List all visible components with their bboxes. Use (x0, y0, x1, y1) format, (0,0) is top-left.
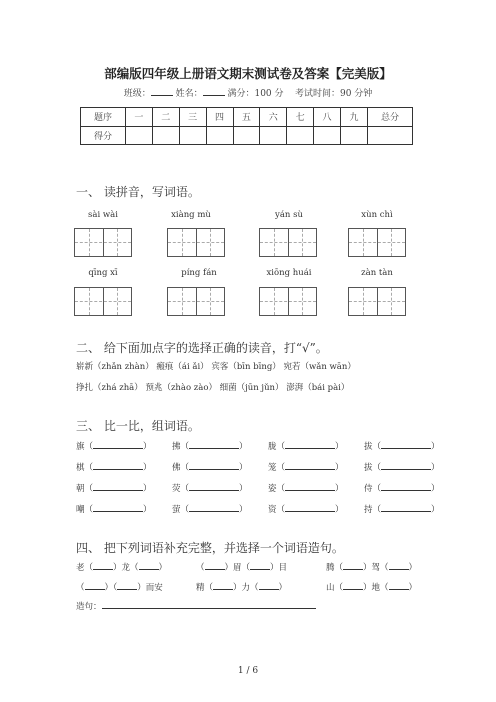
word-blank[interactable] (93, 503, 143, 512)
compare-char: 资 (268, 505, 277, 515)
compare-char: 拂 (172, 442, 181, 452)
word-blank[interactable] (189, 461, 239, 470)
score-header: 七 (287, 108, 314, 127)
idiom-line: （ ）（ ）而安 精（ ）力（ ） 山（ ）地（ ） (76, 583, 418, 593)
score-cell[interactable] (126, 126, 153, 145)
idiom-blank[interactable] (259, 581, 279, 590)
score-cell[interactable] (260, 126, 287, 145)
pinyin: zàn tàn (361, 268, 393, 278)
word-blank[interactable] (93, 461, 143, 470)
score-header: 五 (233, 108, 260, 127)
pinyin: yán sù (275, 210, 303, 220)
section-2-heading: 二、 给下面加点字的选择正确的读音，打“√”。 (76, 341, 328, 355)
word-blank[interactable] (285, 482, 335, 491)
compare-char: 佛 (172, 463, 181, 473)
writing-grid[interactable] (259, 287, 317, 316)
exam-meta (0, 86, 496, 99)
page-number: 1 / 6 (237, 666, 259, 676)
word-blank[interactable] (285, 440, 335, 449)
idiom-blank[interactable] (139, 561, 159, 570)
score-cell[interactable] (314, 126, 341, 145)
compare-row: 朝（ ） 荧（ ） 姿（ ） 侍（ ） (76, 484, 440, 494)
pinyin: sài wài (88, 210, 118, 220)
sentence-label: 造句： (76, 602, 102, 612)
full-score: 满分：100 分 (227, 89, 284, 99)
score-header-row (81, 108, 413, 127)
compare-row: 旗（ ） 拂（ ） 胧（ ） 拔（ ） (76, 442, 440, 452)
sentence-blank[interactable] (102, 600, 316, 609)
compare-char: 荧 (172, 484, 181, 494)
idiom-blank[interactable] (389, 581, 409, 590)
section-4-heading: 四、 把下列词语补充完整，并选择一个词语造句。 (76, 541, 344, 555)
compare-char: 朝 (76, 484, 85, 494)
reading-choice-line: 挣扎（zhá zhā） 预兆（zhào zào） 细菌（jūn jǔn） 澎湃（bái pài） (76, 383, 350, 393)
writing-grid[interactable] (348, 287, 406, 316)
word-blank[interactable] (189, 440, 239, 449)
word-blank[interactable] (93, 482, 143, 491)
compare-char: 拔 (364, 463, 373, 473)
word-blank[interactable] (189, 503, 239, 512)
score-cell[interactable] (341, 126, 368, 145)
idiom-blank[interactable] (93, 561, 113, 570)
score-header: 九 (341, 108, 368, 127)
word-blank[interactable] (381, 482, 431, 491)
score-header: 一 (126, 108, 153, 127)
word-blank[interactable] (93, 440, 143, 449)
section-3-heading: 三、 比一比，组词语。 (76, 419, 200, 433)
compare-char: 棋 (76, 463, 85, 473)
score-row (81, 126, 413, 145)
writing-grid[interactable] (259, 228, 317, 257)
compare-char: 旗 (76, 442, 85, 452)
idiom-blank[interactable] (343, 581, 363, 590)
name-blank (203, 86, 225, 96)
word-blank[interactable] (285, 503, 335, 512)
page-title: 部编版四年级上册语文期末测试卷及答案【完美版】 (104, 66, 392, 81)
score-table (80, 107, 413, 145)
score-header: 题序 (81, 108, 126, 127)
pinyin: qīng xī (88, 268, 118, 278)
reading-choice-line: 崭新（zhǎn zhàn） 瘢痕（ái ǎi） 宾客（bīn bīng） 宛若（wǎn wān） (76, 362, 356, 372)
score-cell[interactable] (368, 126, 413, 145)
class-label: 班级： (123, 89, 151, 99)
score-row-label: 得分 (81, 126, 126, 145)
compare-char: 笼 (268, 463, 277, 473)
compare-row: 嘲（ ） 萤（ ） 资（ ） 持（ ） (76, 505, 440, 515)
compare-row: 棋（ ） 佛（ ） 笼（ ） 拔（ ） (76, 463, 440, 473)
section-1-heading: 一、 读拼音，写词语。 (76, 185, 200, 199)
score-header: 六 (260, 108, 287, 127)
score-cell[interactable] (233, 126, 260, 145)
idiom-blank[interactable] (343, 561, 363, 570)
compare-char: 胧 (268, 442, 277, 452)
word-blank[interactable] (189, 482, 239, 491)
name-label: 姓名： (175, 89, 203, 99)
pinyin: xiàng mù (171, 210, 211, 220)
score-cell[interactable] (287, 126, 314, 145)
idiom-blank[interactable] (117, 581, 137, 590)
word-blank[interactable] (381, 440, 431, 449)
writing-grid[interactable] (167, 287, 225, 316)
score-header: 八 (314, 108, 341, 127)
word-blank[interactable] (381, 503, 431, 512)
idiom-line: 老（ ）龙（ ） （ ）眉（ ）目 腾（ ）驾（ ） (76, 563, 418, 573)
compare-char: 持 (364, 505, 373, 515)
idiom-blank[interactable] (389, 561, 409, 570)
compare-char: 侍 (364, 484, 373, 494)
idiom-blank[interactable] (85, 581, 105, 590)
score-header: 二 (152, 108, 179, 127)
compare-char: 萤 (172, 505, 181, 515)
writing-grid[interactable] (348, 228, 406, 257)
writing-grid[interactable] (74, 287, 132, 316)
pinyin: xiōng huái (266, 268, 312, 278)
word-blank[interactable] (381, 461, 431, 470)
class-blank (151, 86, 173, 96)
score-cell[interactable] (152, 126, 179, 145)
sentence-line (76, 600, 316, 612)
writing-grid[interactable] (167, 228, 225, 257)
score-cell[interactable] (206, 126, 233, 145)
compare-char: 嘲 (76, 505, 85, 515)
score-header: 总分 (368, 108, 413, 127)
pinyin: xùn chì (361, 210, 393, 220)
writing-grid[interactable] (74, 228, 132, 257)
pinyin: píng fán (181, 268, 217, 278)
idiom-blank[interactable] (213, 581, 233, 590)
idiom-blank[interactable] (250, 561, 270, 570)
exam-time: 考试时间：90 分钟 (294, 89, 373, 99)
score-header: 三 (179, 108, 206, 127)
score-header: 四 (206, 108, 233, 127)
score-cell[interactable] (179, 126, 206, 145)
compare-char: 姿 (268, 484, 277, 494)
word-blank[interactable] (285, 461, 335, 470)
idiom-blank[interactable] (205, 561, 225, 570)
compare-char: 拔 (364, 442, 373, 452)
